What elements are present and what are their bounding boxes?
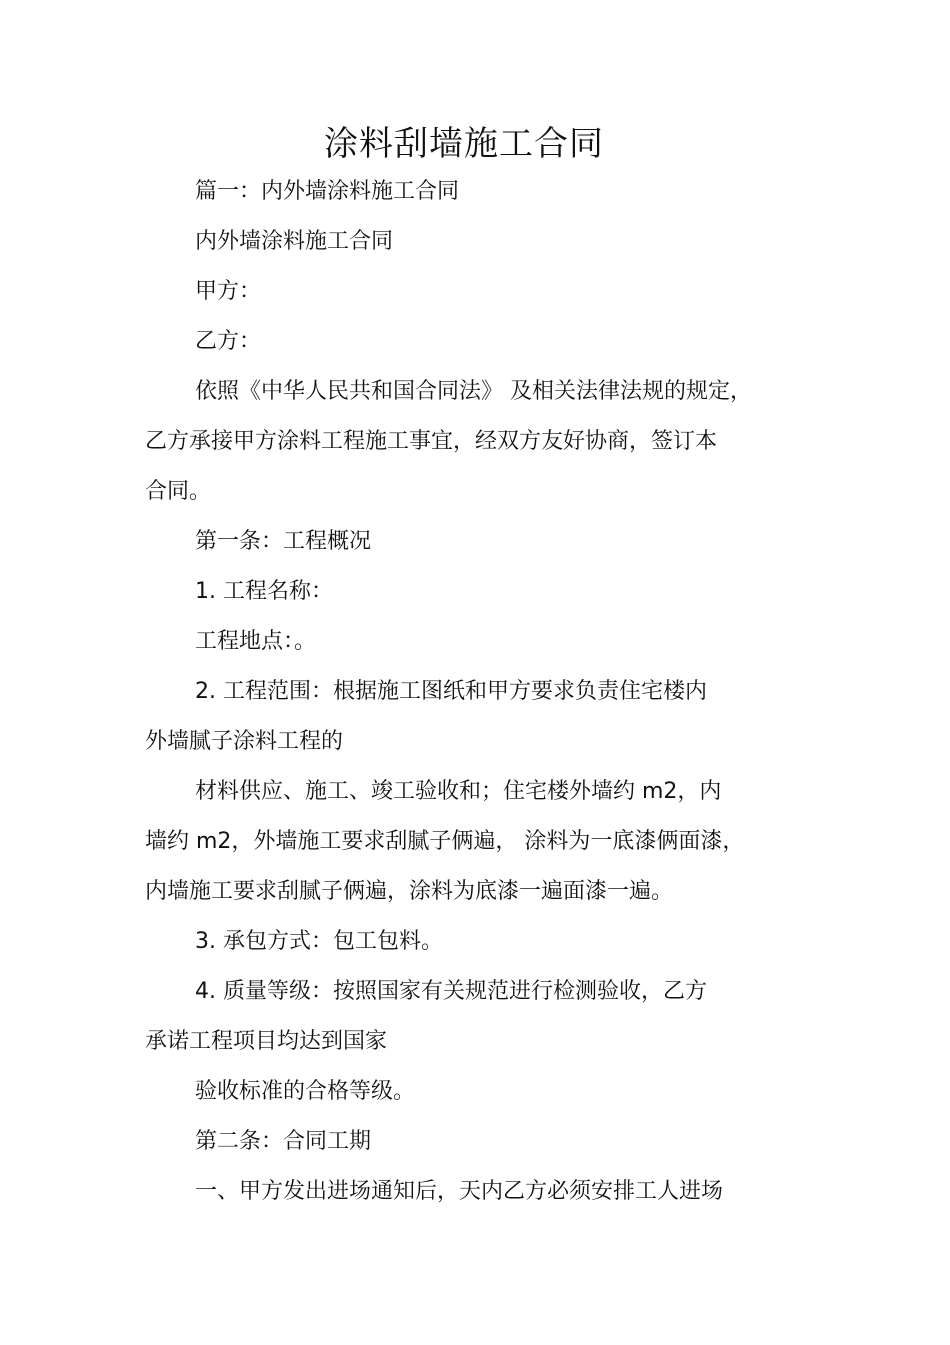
preamble-line: 乙方承接甲方涂料工程施工事宜，经双方友好协商，签订本: [145, 429, 718, 454]
clause-line: 一、甲方发出进场通知后，天内乙方必须安排工人进场: [195, 1179, 724, 1204]
clause-line: 墙约 m2，外墙施工要求刮腻子俩遍， 涂料为一底漆俩面漆，: [145, 829, 745, 854]
clause-line: 材料供应、施工、竣工验收和；住宅楼外墙约 m2，内: [195, 779, 722, 804]
clause-line: 4. 质量等级：按照国家有关规范进行检测验收，乙方: [195, 979, 707, 1004]
clause-line: 工程地点：。: [195, 629, 317, 654]
clause-line: 验收标准的合格等级。: [195, 1079, 416, 1104]
clause-line: 2. 工程范围：根据施工图纸和甲方要求负责住宅楼内: [195, 679, 707, 704]
preamble-line: 合同。: [145, 479, 212, 504]
clause-line: 承诺工程项目均达到国家: [145, 1029, 388, 1054]
preamble-line: 依照《中华人民共和国合同法》 及相关法律法规的规定，: [195, 379, 752, 404]
article-heading: 第一条：工程概况: [195, 529, 372, 554]
clause-line: 3. 承包方式：包工包料。: [195, 929, 443, 954]
clause-line: 外墙腻子涂料工程的: [145, 729, 344, 754]
article-heading: 第二条：合同工期: [195, 1129, 372, 1154]
clause-line: 内墙施工要求刮腻子俩遍，涂料为底漆一遍面漆一遍。: [145, 879, 674, 904]
clause-line: 1. 工程名称：: [195, 579, 333, 604]
party-a-label: 甲方：: [195, 279, 262, 304]
party-b-label: 乙方：: [195, 329, 262, 354]
section-heading: 篇一：内外墙涂料施工合同: [195, 179, 460, 204]
document-title: 涂料刮墙施工合同: [324, 124, 604, 164]
contract-subtitle: 内外墙涂料施工合同: [195, 229, 394, 254]
